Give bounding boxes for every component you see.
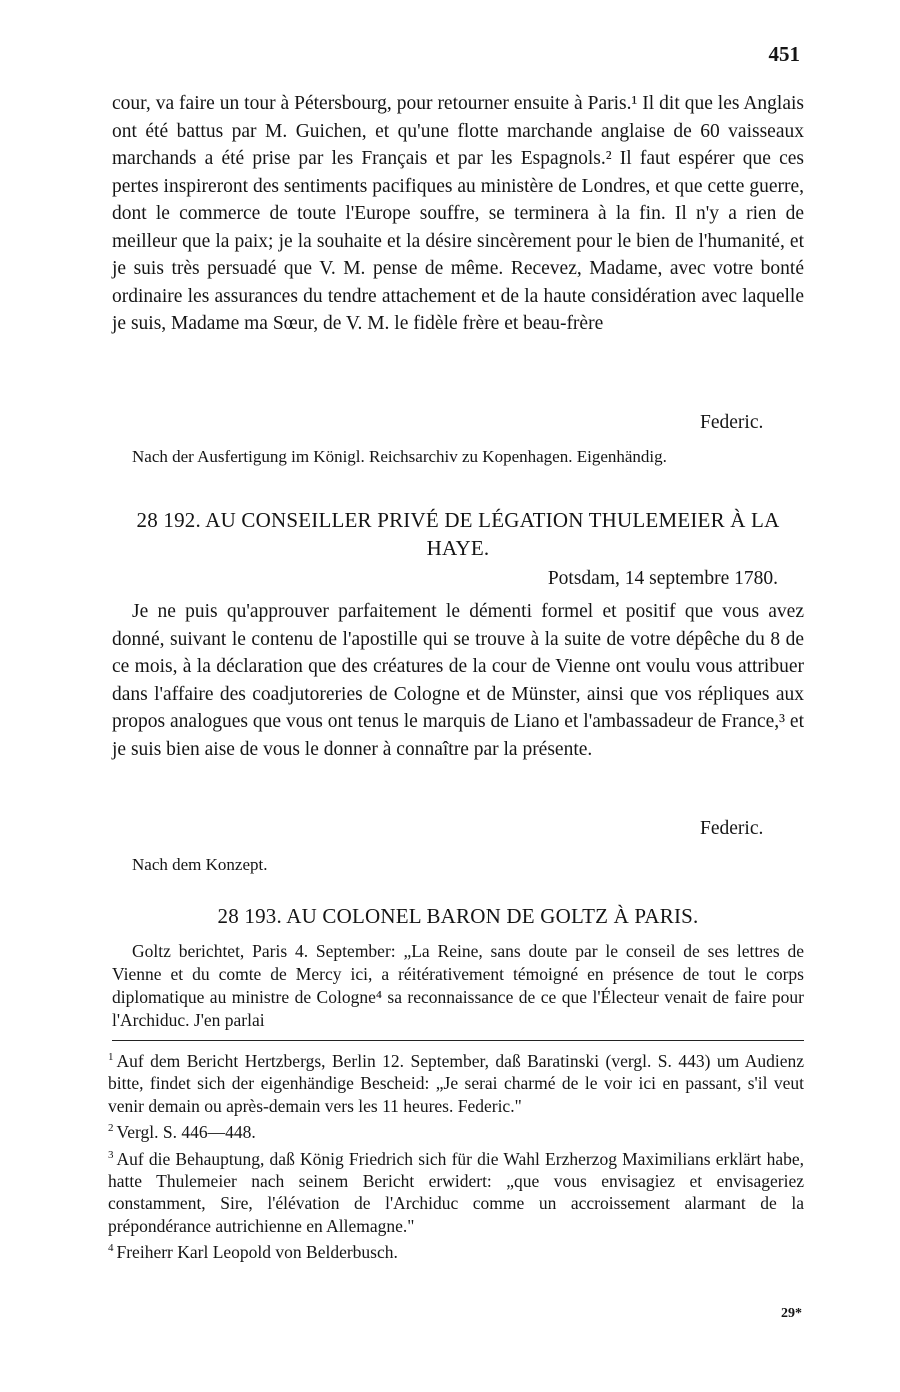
letter-28191-body bbox=[112, 90, 804, 338]
footnote-mark: 4 bbox=[108, 1242, 114, 1255]
footnote-mark: 1 bbox=[108, 1051, 114, 1063]
footnote bbox=[108, 1117, 804, 1143]
letter-28192-dateline: Potsdam, 14 septembre 1780. bbox=[547, 568, 778, 589]
letter-28192-signature: Federic. bbox=[700, 818, 764, 839]
footnote bbox=[108, 1046, 804, 1117]
footnote-text: Freiherr Karl Leopold von Belderbusch. bbox=[116, 1242, 398, 1263]
letter-28193-heading: 28 193. AU COLONEL BARON DE GOLTZ À PARIS. bbox=[217, 904, 699, 928]
footnote-text: Auf dem Bericht Hertzbergs, Berlin 12. September, daß Baratinski (vergl. S. 443) um Audienz bitte, findet sich der eigenhändige Bescheid: „Je serai charmé de le voir ici en passant, s'il veut venir demain ou après-demain vers les 11 heures. Federic." bbox=[108, 1050, 804, 1116]
footnote bbox=[108, 1144, 804, 1238]
letter-28191-text: cour, va faire un tour à Pétersbourg, pour retourner ensuite à Paris.¹ Il dit que les Anglais ont été battus par M. Guichen, et qu'une flotte marchande anglaise de 60 vaisseaux marchands a été prise par les Français et par les Espagnols.² Il faut espérer que ces pertes inspireront des sentiments pacifiques au ministère de Londres, et que cette guerre, dont le commerce de toute l'Europe souffre, se terminera à la fin. Il n'y a rien de meilleur que la paix; je la souhaite et la désire sincèrement pour le bien de l'humanité, et je suis très persuadé que V. M. pense de même. Recevez, Madame, avec votre bonté ordinaire les assurances du tendre attachement et de la haute considération avec laquelle je suis, Madame ma Sœur, de V. M. le fidèle frère et beau-frère bbox=[112, 93, 804, 334]
letter-28192-body bbox=[112, 598, 804, 763]
letter-28191-source-note: Nach der Ausfertigung im Königl. Reichsarchiv zu Kopenhagen. Eigenhändig. bbox=[132, 447, 667, 466]
footnote bbox=[108, 1237, 804, 1263]
printer-sheet-mark: 29* bbox=[781, 1306, 802, 1321]
footnote-mark: 3 bbox=[108, 1148, 114, 1161]
letter-28192-heading: 28 192. AU CONSEILLER PRIVÉ DE LÉGATION THULEMEIER À LA HAYE. bbox=[136, 508, 780, 560]
letter-28193-text: Goltz berichtet, Paris 4. September: „La Reine, sans doute par le conseil de ses lettres de Vienne et du comte de Mercy ici, a réitérativement témoigné en présence de tout le corps diplomatique au ministre de Cologne⁴ sa reconnaissance de ce que l'Électeur venait de faire pour l'Archiduc. J'en parlai bbox=[112, 941, 804, 1030]
footnote-divider bbox=[112, 1040, 804, 1041]
letter-28193-summary bbox=[112, 940, 804, 1032]
footnote-mark: 2 bbox=[108, 1122, 114, 1135]
footnotes bbox=[108, 1046, 804, 1264]
letter-28191-signature: Federic. bbox=[700, 412, 764, 433]
letter-28192-source-note: Nach dem Konzept. bbox=[132, 855, 268, 874]
letter-28192-text: Je ne puis qu'approuver parfaitement le démenti formel et positif que vous avez donné, suivant le contenu de l'apostille qui se trouve à la suite de votre dépêche du 8 de ce mois, à la déclaration que des créatures de la cour de Vienne ont voulu vous attribuer dans l'affaire des coadjutoreries de Cologne et de Münster, ainsi que vos répliques aux propos analogues que vous ont tenus le marquis de Liano et l'ambassadeur de France,³ et je suis bien aise de vous le donner à connaître par la présente. bbox=[112, 601, 804, 760]
footnote-text: Vergl. S. 446—448. bbox=[116, 1122, 256, 1143]
footnote-text: Auf die Behauptung, daß König Friedrich sich für die Wahl Erzherzog Maximilians erklärt habe, hatte Thulemeier nach seinem Bericht erwidert: „que vous envisagiez et envisageriez constamment, Sire, l'élévation de l'Archiduc comme un accroissement alarmant de la prépondérance autrichienne en Allemagne." bbox=[108, 1148, 804, 1236]
page-number: 451 bbox=[768, 42, 800, 66]
